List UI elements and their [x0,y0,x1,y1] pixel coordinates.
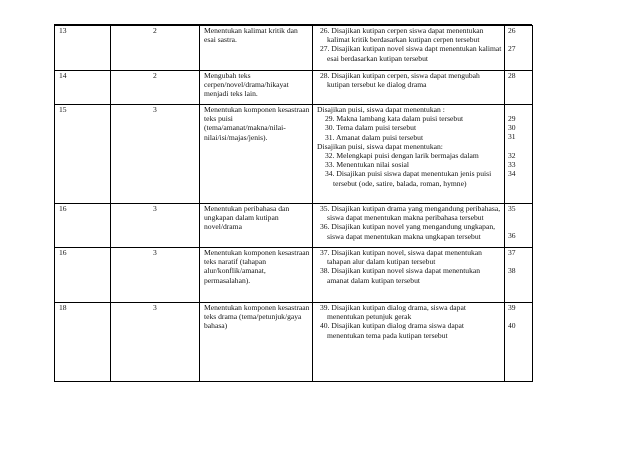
item-number-cell [505,248,533,303]
indicator-cell [313,105,505,204]
item-number: 35 [508,204,516,213]
indicator-text: 26. Disajikan kutipan cerpen siswa dapat menentukan kalimat kritik berdasarkan kutipan cerpen tersebut [320,26,484,45]
table-body [55,26,533,382]
item-number: 38 [508,266,516,276]
indicator-text: Disajikan puisi, siswa dapat menentukan : [317,105,445,114]
item-number: 39 [508,303,516,312]
indicator-text: Disajikan puisi, siswa dapat menentukan: [317,141,443,151]
item-number: 31 [508,132,516,142]
indicator-cell [313,303,505,382]
table-row [55,248,533,303]
indicator-text: 40. Disajikan kutipan dialog drama siswa dapat menentukan tema pada kutipan tersebut [320,321,465,340]
indicator-text: 38. Disajikan kutipan novel siswa dapat menentukan amanat dalam kutipan tersebut [320,266,481,285]
indicator-text: 32. Melengkapi puisi dengan larik bermajas dalam [325,151,479,161]
competency-cell: Mengubah teks cerpen/novel/drama/hikayat menjadi teks lain. [200,71,313,105]
competency-cell: Menentukan komponen kesastraan teks drama (tema/petunjuk/gaya bahasa) [200,303,313,382]
row-number-cell: 15 [55,105,111,204]
competency-cell: Menentukan kalimat kritik dan esai sastra. [200,26,313,71]
spacer [508,105,532,114]
indicator-text: 27. Disajikan kutipan novel siswa dapt menentukan kalimat esai berdasarkan kutipan tersebut [320,44,502,63]
indicator-cell [313,248,505,303]
row-number-cell: 14 [55,71,111,105]
indicator-text: 36. Disajikan kutipan novel yang mengandung ungkapan, siswa dapat menentukan makna ungkapan tersebut [320,222,496,241]
competency-cell: Menentukan komponen kesastraan teks naratif (tahapan alur/konflik/amanat, permasalahan). [200,248,313,303]
item-number: 36 [508,231,516,241]
level-cell: 3 [111,248,200,303]
spacer [508,142,532,151]
item-number: 26 [508,26,516,35]
table-row [55,303,533,382]
item-number-cell [505,204,533,248]
exam-blueprint-table [54,24,532,382]
competency-cell: Menentukan komponen kesastraan teks puisi (tema/amanat/makna/nilai-nilai/isi/majas/jenis). [200,105,313,204]
indicator-text: 30. Tema dalam puisi tersebut [325,123,417,133]
indicator-text: 34. Disajikan puisi siswa dapat menentukan jenis puisi tersebut (ode, satire, balada, roman, hymne) [325,169,492,188]
item-number-cell [505,303,533,382]
spacer [508,222,532,231]
indicator-text: 35. Disajikan kutipan drama yang mengandung peribahasa, siswa dapat menentukan makna peribahasa tersebut [320,204,501,223]
spacer [508,213,532,222]
indicator-text: 29. Makna lambang kata dalam puisi tersebut [325,114,464,124]
indicator-text: 33. Menentukan nilai sosial [325,160,409,170]
item-number-cell [505,26,533,71]
row-number-cell: 16 [55,248,111,303]
item-number: 27 [508,44,516,54]
item-number-cell [505,71,533,105]
item-number: 33 [508,159,516,169]
indicator-text: 28. Disajikan kutipan cerpen, siswa dapat mengubah kutipan tersebut ke dialog drama [320,71,480,90]
spacer [508,257,532,266]
table-row [55,71,533,105]
level-cell: 3 [111,303,200,382]
row-number-cell: 13 [55,26,111,71]
item-number: 28 [508,71,516,80]
indicator-cell [313,204,505,248]
table-row [55,204,533,248]
indicator-text: 37. Disajikan kutipan novel, siswa dapat menentukan tahapan alur dalam kutipan tersebut [320,248,482,267]
indicator-text: 31. Amanat dalam puisi tersebut [325,132,424,142]
item-number: 34 [508,169,516,179]
item-number-cell [505,105,533,204]
item-number: 40 [508,321,516,331]
spacer [508,312,532,321]
level-cell: 2 [111,71,200,105]
table-row [55,105,533,204]
level-cell: 3 [111,105,200,204]
indicator-text: 39. Disajikan kutipan dialog drama, siswa dapat menentukan petunjuk gerak [320,303,466,322]
level-cell: 2 [111,26,200,71]
indicator-cell [313,71,505,105]
item-number: 30 [508,123,516,133]
item-number: 37 [508,248,516,257]
item-number: 29 [508,114,516,123]
row-number-cell: 18 [55,303,111,382]
indicator-cell [313,26,505,71]
kisi-kisi-grid [54,25,533,382]
item-number: 32 [508,150,516,160]
competency-cell: Menentukan peribahasa dan ungkapan dalam kutipan novel/drama [200,204,313,248]
row-number-cell: 16 [55,204,111,248]
spacer [508,35,532,44]
table-row [55,26,533,71]
level-cell: 3 [111,204,200,248]
